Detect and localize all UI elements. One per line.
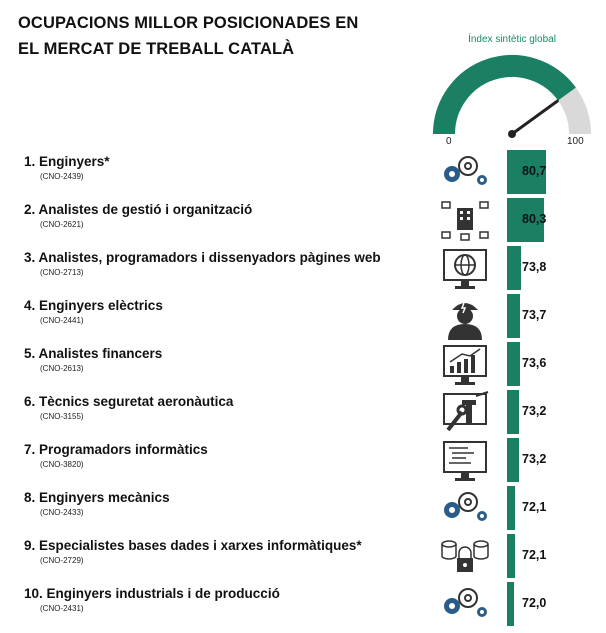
gauge-needle (512, 101, 557, 134)
data-label: 80,3 (522, 212, 547, 226)
gauge-hub (508, 130, 516, 138)
bar (507, 486, 515, 530)
occupation-code: (CNO-2441) (40, 316, 84, 325)
finance-chart-icon (438, 342, 492, 388)
gauge-max-label: 100 (567, 136, 584, 147)
data-label: 72,1 (522, 500, 547, 514)
data-label: 73,2 (522, 452, 547, 466)
occupation-name: 10. Enginyers industrials i de producció (24, 586, 280, 601)
title-line-1: OCUPACIONS MILLOR POSICIONADES EN (18, 14, 359, 32)
gauge-label: Índex sintètic global (468, 34, 556, 45)
code-monitor-icon (438, 438, 492, 484)
occupation-name: 7. Programadors informàtics (24, 442, 208, 457)
list-item (0, 390, 606, 438)
occupation-name: 4. Enginyers elèctrics (24, 298, 163, 313)
list-item (0, 534, 606, 582)
bar (507, 438, 519, 482)
occupation-name: 5. Analistes financers (24, 346, 163, 361)
list-item (0, 486, 606, 534)
gears-icon (438, 582, 492, 628)
airport-tools-icon (438, 390, 492, 436)
gauge-svg (432, 46, 592, 141)
occupation-name: 8. Enginyers mecànics (24, 490, 170, 505)
chart-title (18, 10, 358, 62)
electrical-engineer-icon (438, 294, 492, 340)
database-lock-icon (438, 534, 492, 580)
bar (507, 582, 514, 626)
bar (507, 342, 520, 386)
gauge-min-label: 0 (446, 136, 452, 147)
occupation-code: (CNO-2621) (40, 220, 84, 229)
occupation-code: (CNO-2439) (40, 172, 84, 181)
list-item (0, 582, 606, 630)
occupation-name: 1. Enginyers* (24, 154, 110, 169)
gears-icon (438, 486, 492, 532)
occupation-name: 3. Analistes, programadors i dissenyadors pàgines web (24, 250, 381, 265)
data-label: 72,0 (522, 596, 547, 610)
bar (507, 294, 520, 338)
list-item (0, 150, 606, 198)
occupation-code: (CNO-2431) (40, 604, 84, 613)
occupation-code: (CNO-2613) (40, 364, 84, 373)
list-item (0, 246, 606, 294)
occupation-name: 2. Analistes de gestió i organització (24, 202, 253, 217)
data-label: 73,6 (522, 356, 547, 370)
data-label: 73,2 (522, 404, 547, 418)
bar (507, 534, 515, 578)
data-label: 72,1 (522, 548, 547, 562)
occupation-name: 9. Especialistes bases dades i xarxes informàtiques* (24, 538, 362, 553)
list-item (0, 342, 606, 390)
gears-icon (438, 150, 492, 196)
list-item (0, 438, 606, 486)
list-item (0, 198, 606, 246)
building-network-icon (438, 198, 492, 244)
bar (507, 246, 521, 290)
occupation-code: (CNO-2433) (40, 508, 84, 517)
bar (507, 390, 519, 434)
globe-monitor-icon (438, 246, 492, 292)
data-label: 73,8 (522, 260, 547, 274)
data-label: 73,7 (522, 308, 547, 322)
occupation-name: 6. Tècnics seguretat aeronàutica (24, 394, 234, 409)
gauge-fill (444, 66, 567, 134)
occupation-code: (CNO-2729) (40, 556, 84, 565)
occupation-code: (CNO-2713) (40, 268, 84, 277)
occupation-code: (CNO-3820) (40, 460, 84, 469)
title-line-2: EL MERCAT DE TREBALL CATALÀ (18, 40, 295, 58)
occupation-code: (CNO-3155) (40, 412, 84, 421)
list-item (0, 294, 606, 342)
data-label: 80,7 (522, 164, 547, 178)
gauge (432, 34, 592, 154)
